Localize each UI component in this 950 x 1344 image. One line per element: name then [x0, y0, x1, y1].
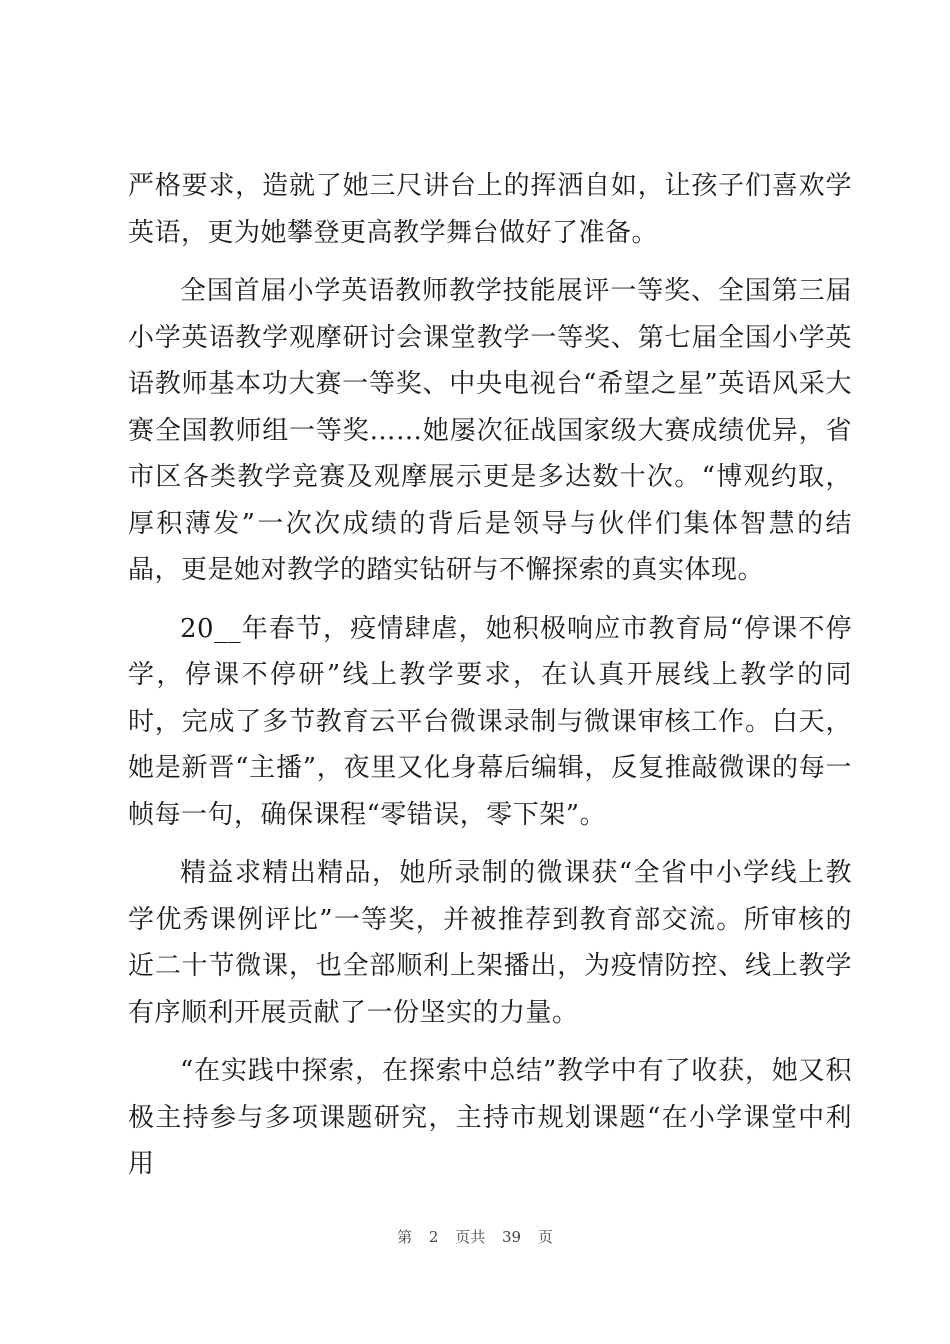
- footer-suffix: 页: [537, 1228, 553, 1246]
- footer-total-pages: 39: [502, 1228, 522, 1246]
- paragraph: 全国首届小学英语教师教学技能展评一等奖、全国第三届小学英语教学观摩研讨会课堂教学一等奖、第七届全国小学英语教师基本功大赛一等奖、中央电视台“希望之星”英语风采大赛全国教师组一等奖……她屡次征战国家级大赛成绩优异，省市区各类教学竞赛及观摩展示更是多达数十次。“博观约取，厚积薄发”一次次成绩的背后是领导与伙伴们集体智慧的结晶，更是她对教学的踏实钻研与不懈探索的真实体现。: [128, 276, 852, 585]
- footer-current-page: 2: [428, 1228, 439, 1246]
- paragraph: 20__年春节，疫情肆虐，她积极响应市教育局“停课不停学，停课不停研”线上教学要求，在认真开展线上教学的同时，完成了多节教育云平台微课录制与微课审核工作。白天，她是新晋“主播”，夜里又化身幕后编辑，反复推敲微课的每一帧每一句，确保课程“零错误，零下架”。: [128, 613, 852, 830]
- paragraph: “在实践中探索，在探索中总结”教学中有了收获，她又积极主持参与多项课题研究，主持市规划课题“在小学课堂中利用: [128, 1056, 852, 1179]
- footer-prefix: 第: [397, 1228, 413, 1246]
- footer-middle: 页共: [455, 1228, 486, 1246]
- document-body: [128, 163, 852, 1200]
- page-footer: [0, 1226, 950, 1247]
- paragraph: 严格要求，造就了她三尺讲台上的挥洒自如，让孩子们喜欢学英语，更为她攀登更高教学舞台做好了准备。: [128, 171, 852, 248]
- paragraph: 精益求精出精品，她所录制的微课获“全省中小学线上教学优秀课例评比”一等奖，并被推荐到教育部交流。所审核的近二十节微课，也全部顺利上架播出，为疫情防控、线上教学有序顺利开展贡献了一份坚实的力量。: [128, 858, 852, 1028]
